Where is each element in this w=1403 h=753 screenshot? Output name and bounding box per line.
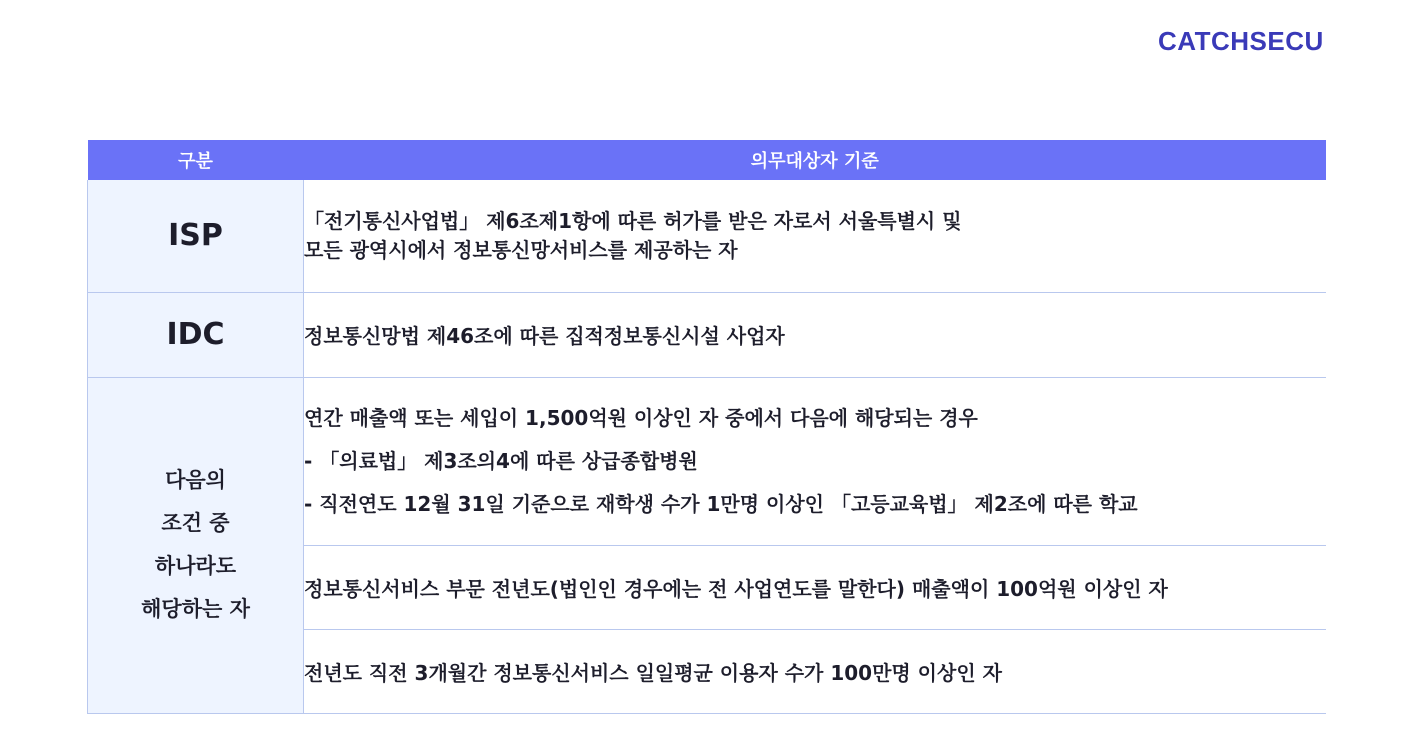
criteria-revenue-1500-line-2: - 「의료법」 제3조의4에 따른 상급종합병원: [304, 448, 698, 473]
criteria-daily-users: 전년도 직전 3개월간 정보통신서비스 일일평균 이용자 수가 100만명 이상인 자: [304, 629, 1327, 713]
criteria-revenue-1500-line-3: - 직전연도 12월 31일 기준으로 재학생 수가 1만명 이상인 「고등교육법」 제2조에 따른 학교: [304, 491, 1138, 516]
table-row-idc: [88, 292, 1327, 377]
criteria-isp-line-1: 「전기통신사업법」 제6조제1항에 따른 허가를 받은 자로서 서울특별시 및: [304, 208, 962, 233]
header-criteria: 의무대상자 기준: [304, 140, 1327, 180]
header-category: 구분: [88, 140, 304, 180]
criteria-isp: [304, 180, 1327, 292]
catchsecu-logo: CATCHSECU: [1158, 26, 1324, 56]
category-other-line-2: 조건 중: [161, 511, 230, 535]
criteria-revenue-1500: [304, 377, 1327, 545]
category-other-line-3: 하나라도: [154, 554, 237, 578]
criteria-idc: 정보통신망법 제46조에 따른 집적정보통신시설 사업자: [304, 292, 1327, 377]
obligation-criteria-table: [87, 140, 1326, 714]
category-isp: ISP: [88, 180, 304, 292]
criteria-isp-line-2: 모든 광역시에서 정보통신망서비스를 제공하는 자: [304, 237, 738, 262]
table-header-row: [88, 140, 1327, 180]
category-other-line-4: 해당하는 자: [141, 597, 250, 621]
table-row-other-1: [88, 377, 1327, 545]
criteria-revenue-100: 정보통신서비스 부문 전년도(법인인 경우에는 전 사업연도를 말한다) 매출액이 100억원 이상인 자: [304, 545, 1327, 629]
category-other-line-1: 다음의: [165, 468, 226, 492]
category-idc: IDC: [88, 292, 304, 377]
table-row-isp: [88, 180, 1327, 292]
criteria-revenue-1500-line-1: 연간 매출액 또는 세입이 1,500억원 이상인 자 중에서 다음에 해당되는 경우: [304, 405, 978, 430]
category-other: [88, 377, 304, 713]
